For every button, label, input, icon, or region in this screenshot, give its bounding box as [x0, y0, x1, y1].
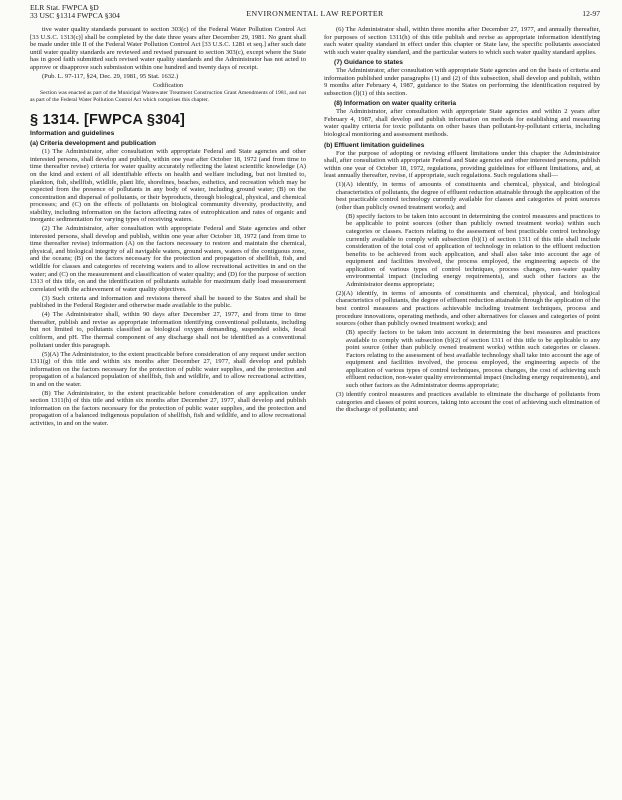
paragraph-a3: (3) Such criteria and information and revisions thereof shall be issued to the States and shall be published in the Federal Register and otherwise made available to the public. [30, 294, 306, 310]
paragraph-a8: The Administrator, after consultation with appropriate State agencies and within 2 years after February 4, 1987, shall develop and publish information on methods for establishing and measuring water quality criteria for toxic pollutants on other bases than pollutant-by-pollutant criteria, including biological monitoring and assessment methods. [324, 108, 600, 139]
paragraph-b3: (3) identify control measures and practices available to eliminate the discharge of pollutants from categories and classes of point sources, taking into account the cost of achieving such elimination of the discharge of pollutants; and [336, 391, 600, 414]
paragraph-a5b: (B) The Administrator, to the extent practicable before consideration of any application under section 1311(h) of this title and within six months after December 27, 1977, shall develop and publish information on the factors necessary for the protection of public water supplies, and the protection and propagation of a balanced indigenous population of shellfish, fish and wildlife, and to allow recreational activities, in and on the water. [30, 389, 306, 427]
codification-note: Section was enacted as part of the Municipal Wastewater Treatment Construction Grant Amendments of 1981, and not as part of the Federal Water Pollution Control Act which comprises this chapter. [30, 90, 306, 103]
statutory-citation: (Pub. L. 97-117, §24, Dec. 29, 1981, 95 Stat. 1632.) [42, 72, 179, 80]
running-header [30, 4, 600, 26]
paragraph-a2: (2) The Administrator, after consultation with appropriate Federal and State agencies and other interested persons, shall develop and publish, within one year after October 18, 1972 (and from time to time thereafter revise) information (A) on the factors necessary to restore and maintain the chemical, physical, and biological integrity of all navigable waters, ground waters, waters of the contiguous zone, and the oceans; (B) on the factors necessary for the protection and propagation of shellfish, fish, and wildlife for classes and categories of receiving waters and to allow recreational activities in and on the water; and (C) on the measurement and classification of water quality; and (D) for the purpose of section 1313 of this title, on and the identification of pollutants suitable for maximum daily load measurement correlated with the achievement of water quality objectives. [30, 225, 306, 293]
subsection-b-heading: (b) Effluent limitation guidelines [324, 141, 425, 149]
paragraph-a1: (1) The Administrator, after consultation with appropriate Federal and State agencies and other interested persons, shall develop and publish, within one year after October 18, 1972 (and from time to time thereafter revise) criteria for water quality accurately reflecting the latest scientific knowledge (A) on the kind and extent of all identifiable effects on health and welfare including, but not limited to, plankton, fish, shellfish, wildlife, plant life, shorelines, beaches, esthetics, and recreation which may be expected from the presence of pollutants in any body of water, including ground water; (B) on the concentration and dispersal of pollutants, or their byproducts, through biological, physical, and chemical processes; and (C) on the effects of pollutants on biological community diversity, productivity, and stability, including information on the factors affecting rates of eutrophication and rates of organic and inorganic sedimentation for varying types of receiving waters. [30, 148, 306, 224]
section-title: § 1314. [FWPCA §304] [30, 112, 185, 129]
subsection-a7-heading: (7) Guidance to states [334, 59, 403, 67]
paragraph-a6: (6) The Administrator shall, within three months after December 27, 1977, and annually thereafter, for purposes of section 1311(h) of this title publish and revise as appropriate information identifying each water quality standard in effect under this chapter or State law, the specific pollutants associated with such water quality standard, and the particular waters to which such water quality standard applies. [324, 26, 600, 56]
right-column [324, 26, 600, 429]
subsection-a8-heading: (8) Information on water quality criteria [334, 100, 457, 108]
header-citation-line1: ELR Stat. FWPCA §D [30, 3, 99, 12]
paragraph-a5a: (5)(A) The Administrator, to the extent practicable before consideration of any request under section 1311(g) of this title and within six months after December 27, 1977, shall develop and publish information on the factors necessary for the protection of public water supplies, and the protection and propagation of a balanced population of shellfish, fish and wildlife, and to allow recreational activities, in and on the water. [30, 350, 306, 388]
header-page-number: 12-97 [582, 9, 600, 18]
paragraph-standards-review: tive water quality standards pursuant to section 303(c) of the Federal Water Pollution Control Act [33 U.S.C. 1313(c)] shall be completed by the date three years after December 29, 1981. No grant shall be made under title II of the Federal Water Pollution Control Act [33 U.S.C. 1281 et seq.] after such date until water quality standards are reviewed and revised pursuant to section 303(c), except where the State has in good faith submitted such revised water quality standards and the Administrator has not acted to approve or disapprove such submission within one hundred and twenty days of receipt. [30, 26, 306, 71]
subsection-a-heading: (a) Criteria development and publication [30, 140, 157, 148]
paragraph-b1b: (B) specify factors to be taken into account in determining the control measures and practices to be applicable to point sources (other than publicly owned treatment works) within such categories or classes. Factors relating to the assessment of best practicable control technology currently available to comply with subsection (b)(1) of section 1311 of this title shall include consideration of the total cost of application of technology in relation to the effluent reduction benefits to be achieved from such application, and shall also take into account the age of equipment and facilities involved, the process employed, the engineering aspects of the application of various types of control techniques, process changes, non-water quality environmental impact (including energy requirements), and such other factors as the Administrator deems appropriate; [346, 212, 600, 288]
section-subtitle: Information and guidelines [30, 130, 115, 138]
paragraph-a4: (4) The Administrator shall, within 90 days after December 27, 1977, and from time to time thereafter, publish and revise as appropriate information identifying conventional pollutants, including but not limited to, pollutants classified as biological oxygen demanding, suspended solids, fecal coliform, and pH. The thermal component of any discharge shall not be identified as a conventional pollutant under this paragraph. [30, 311, 306, 349]
left-column [30, 26, 306, 429]
paragraph-b-intro: For the purpose of adopting or revising effluent limitations under this chapter the Administrator shall, after consultation with appropriate Federal and State agencies and other interested persons, publish within one year of October 18, 1972, regulations, providing guidelines for effluent limitations, and, at least annually thereafter, revise, if appropriate, such regulations. Such regulations shall— [324, 149, 600, 180]
two-column-body [30, 26, 600, 429]
header-publication-title: ENVIRONMENTAL LAW REPORTER [246, 9, 384, 18]
codification-heading: Codification [153, 83, 183, 90]
paragraph-a7: The Administrator, after consultation with appropriate State agencies and on the basis of criteria and information published under paragraphs (1) and (2) of this subsection, shall develop and publish, within 9 months after February 4, 1987, guidance to the States on performing the identification required by subsection (l)(1) of this section. [324, 67, 600, 97]
header-citation-line2: 33 USC §1314 FWPCA §304 [30, 11, 120, 21]
paragraph-b2b: (B) specify factors to be taken into account in determining the best measures and practices available to comply with subsection (b)(2) of section 1311 of this title to be applicable to any point source (other than publicly owned treatment works) within such categories or classes. Factors relating to the assessment of best available technology shall take into account the age of equipment and facilities involved, the process employed, the engineering aspects of the application of various types of control techniques, process changes, the cost of achieving such effluent reduction, non-water quality environmental impact (including energy requirements), and such other factors as the Administrator deems appropriate; [346, 329, 600, 389]
paragraph-b2a: (2)(A) identify, in terms of amounts of constituents and chemical, physical, and biological characteristics of pollutants, the degree of effluent reduction attainable through the application of the best control measures and practices achievable including treatment techniques, process and procedure innovations, operating methods, and other alternatives for classes and categories of point sources (other than publicly owned treatment works); and [336, 289, 600, 328]
paragraph-b1a: (1)(A) identify, in terms of amounts of constituents and chemical, physical, and biological characteristics of pollutants, the degree of effluent reduction attainable through the application of the best practicable control technology currently available for classes and categories of point sources (other than publicly owned treatment works); and [336, 181, 600, 211]
